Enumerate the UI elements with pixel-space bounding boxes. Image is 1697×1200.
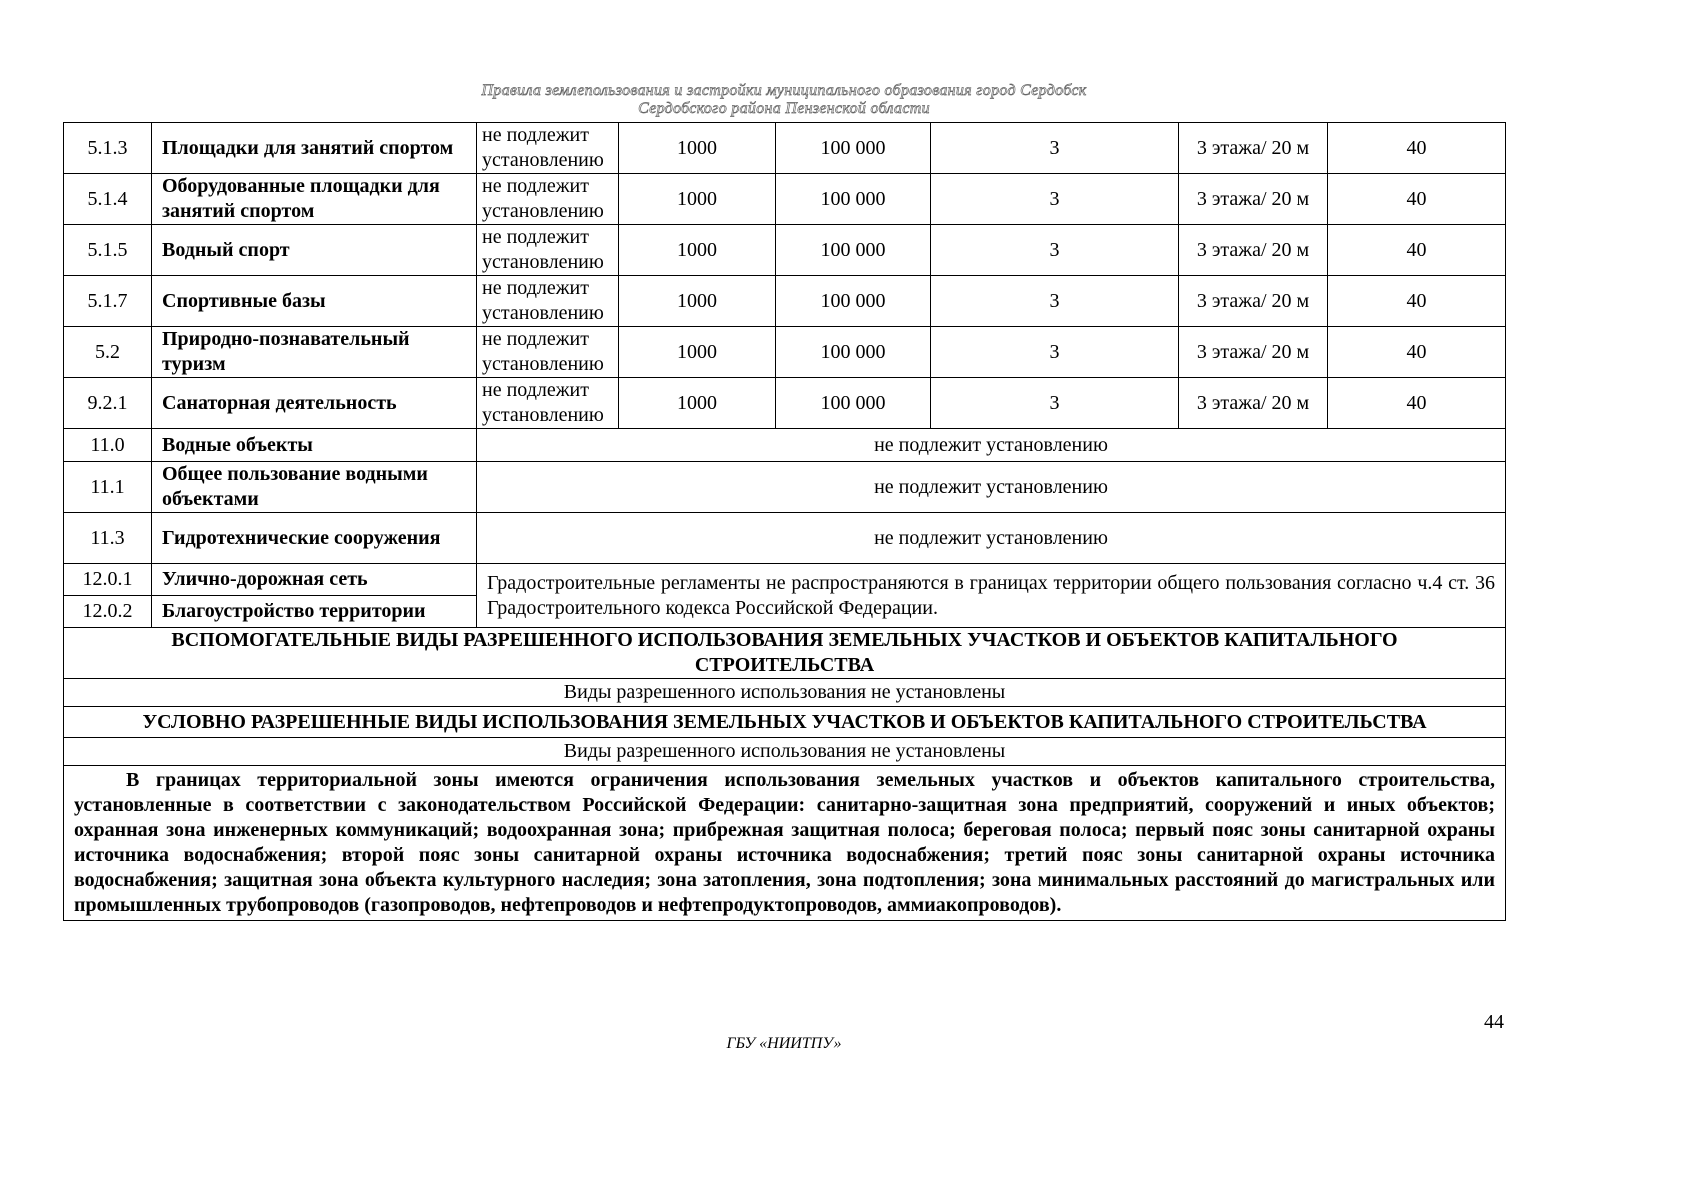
use-name: Спортивные базы: [152, 276, 477, 327]
coverage: 40: [1328, 225, 1506, 276]
aux-uses-heading: ВСПОМОГАТЕЛЬНЫЕ ВИДЫ РАЗРЕШЕННОГО ИСПОЛЬЗОВАНИЯ ЗЕМЕЛЬНЫХ УЧАСТКОВ И ОБЪЕКТОВ КАПИТАЛЬНОГО СТРОИТЕЛЬСТВА: [64, 628, 1506, 679]
use-name: Водные объекты: [152, 429, 477, 462]
max-height: 3 этажа/ 20 м: [1179, 327, 1328, 378]
max-area: 100 000: [776, 225, 931, 276]
section-value-row: [64, 738, 1506, 766]
public-territory-note: Градостроительные регламенты не распространяются в границах территории общего пользования согласно ч.4 ст. 36 Градостроительного кодекса Российской Федерации.: [477, 564, 1506, 628]
max-height: 3 этажа/ 20 м: [1179, 378, 1328, 429]
setback: 3: [931, 378, 1179, 429]
table-row: [64, 462, 1506, 513]
use-code: 5.1.7: [64, 276, 152, 327]
use-code: 9.2.1: [64, 378, 152, 429]
section-heading-row: [64, 628, 1506, 679]
min-area: 1000: [619, 276, 776, 327]
table-row: [64, 429, 1506, 462]
min-area: 1000: [619, 123, 776, 174]
area-note: не подлежит установлению: [477, 225, 619, 276]
running-header-line-1: Правила землепользования и застройки муниципального образования город Сердобск: [481, 82, 1087, 99]
use-name: Природно-познавательный туризм: [152, 327, 477, 378]
conditional-uses-value: Виды разрешенного использования не установлены: [64, 738, 1506, 766]
setback: 3: [931, 276, 1179, 327]
use-name: Санаторная деятельность: [152, 378, 477, 429]
coverage: 40: [1328, 378, 1506, 429]
merged-value: не подлежит установлению: [477, 513, 1506, 564]
min-area: 1000: [619, 327, 776, 378]
footer-organization: ГБУ «НИИТПУ»: [726, 1035, 842, 1052]
area-note: не подлежит установлению: [477, 276, 619, 327]
use-code: 11.0: [64, 429, 152, 462]
merged-value: не подлежит установлению: [477, 462, 1506, 513]
table-row: [64, 174, 1506, 225]
min-area: 1000: [619, 174, 776, 225]
table-row: [64, 378, 1506, 429]
section-heading-row: [64, 707, 1506, 738]
table-row: [64, 123, 1506, 174]
table-row: [64, 564, 1506, 596]
coverage: 40: [1328, 276, 1506, 327]
use-name: Общее пользование водными объектами: [152, 462, 477, 513]
max-height: 3 этажа/ 20 м: [1179, 276, 1328, 327]
restrictions-text-cell: [64, 766, 1506, 921]
merged-value: не подлежит установлению: [477, 429, 1506, 462]
use-code: 12.0.1: [64, 564, 152, 596]
use-name: Гидротехнические сооружения: [152, 513, 477, 564]
area-note: не подлежит установлению: [477, 327, 619, 378]
running-header-line-2: Сердобского района Пензенской области: [638, 100, 930, 117]
page-number: 44: [1484, 1011, 1504, 1033]
use-code: 11.1: [64, 462, 152, 513]
coverage: 40: [1328, 174, 1506, 225]
table-row: [64, 327, 1506, 378]
min-area: 1000: [619, 225, 776, 276]
use-code: 5.1.5: [64, 225, 152, 276]
max-height: 3 этажа/ 20 м: [1179, 225, 1328, 276]
area-note: не подлежит установлению: [477, 378, 619, 429]
area-note: не подлежит установлению: [477, 123, 619, 174]
max-area: 100 000: [776, 123, 931, 174]
max-height: 3 этажа/ 20 м: [1179, 123, 1328, 174]
regulations-table: [63, 122, 1506, 921]
use-code: 11.3: [64, 513, 152, 564]
max-area: 100 000: [776, 327, 931, 378]
max-area: 100 000: [776, 378, 931, 429]
aux-uses-value: Виды разрешенного использования не установлены: [64, 679, 1506, 707]
max-area: 100 000: [776, 276, 931, 327]
section-value-row: [64, 679, 1506, 707]
setback: 3: [931, 123, 1179, 174]
setback: 3: [931, 174, 1179, 225]
restrictions-row: [64, 766, 1506, 921]
use-code: 5.1.3: [64, 123, 152, 174]
table-row: [64, 225, 1506, 276]
setback: 3: [931, 327, 1179, 378]
min-area: 1000: [619, 378, 776, 429]
table-row: [64, 513, 1506, 564]
use-code: 12.0.2: [64, 596, 152, 628]
max-height: 3 этажа/ 20 м: [1179, 174, 1328, 225]
table-row: [64, 276, 1506, 327]
max-area: 100 000: [776, 174, 931, 225]
use-name: Оборудованные площадки для занятий спортом: [152, 174, 477, 225]
coverage: 40: [1328, 327, 1506, 378]
conditional-uses-heading: УСЛОВНО РАЗРЕШЕННЫЕ ВИДЫ ИСПОЛЬЗОВАНИЯ ЗЕМЕЛЬНЫХ УЧАСТКОВ И ОБЪЕКТОВ КАПИТАЛЬНОГО СТРОИТЕЛЬСТВА: [64, 707, 1506, 738]
setback: 3: [931, 225, 1179, 276]
use-name: Водный спорт: [152, 225, 477, 276]
use-name: Площадки для занятий спортом: [152, 123, 477, 174]
area-note: не подлежит установлению: [477, 174, 619, 225]
use-code: 5.1.4: [64, 174, 152, 225]
use-name: Улично-дорожная сеть: [152, 564, 477, 596]
coverage: 40: [1328, 123, 1506, 174]
restrictions-text: В границах территориальной зоны имеются ограничения использования земельных участков и объектов капитального строительства, установленные в соответствии с законодательством Российской Федерации: санитарно-защитная зона предприятий, сооружений и иных объектов; охранная зона инженерных коммуникаций; водоохранная зона; прибрежная защитная полоса; береговая полоса; первый пояс зоны санитарной охраны источника водоснабжения; второй пояс зоны санитарной охраны источника водоснабжения; третий пояс зоны санитарной охраны источника водоснабжения; защитная зона объекта культурного наследия; зона затопления, зона подтопления; зона минимальных расстояний до магистральных или промышленных трубопроводов (газопроводов, нефтепроводов и нефтепродуктопроводов, аммиакопроводов).: [74, 769, 1495, 916]
use-name: Благоустройство территории: [152, 596, 477, 628]
use-code: 5.2: [64, 327, 152, 378]
